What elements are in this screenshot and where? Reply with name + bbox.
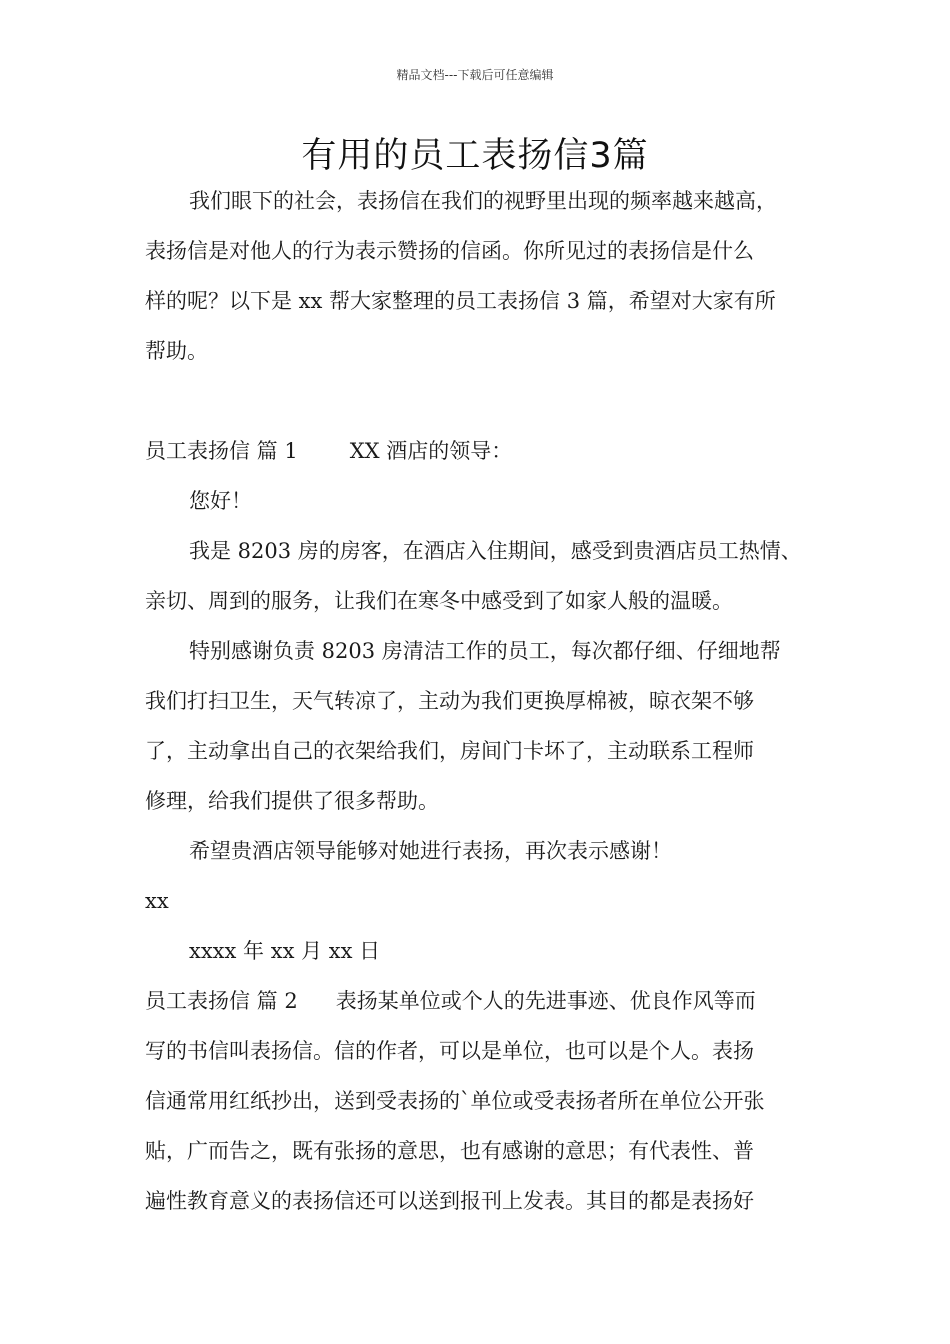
letter1-para2-line: 修理，给我们提供了很多帮助。 — [145, 789, 439, 813]
intro-line: 表扬信是对他人的行为表示赞扬的信函。你所见过的表扬信是什么 — [145, 239, 754, 263]
letter1-para2-line: 我们打扫卫生，天气转凉了，主动为我们更换厚棉被，晾衣架不够 — [145, 689, 754, 713]
header-note: 精品文档---下载后可任意编辑 — [396, 68, 554, 82]
letter1-para3: 希望贵酒店领导能够对她进行表扬，再次表示感谢！ — [189, 839, 672, 863]
letter1-greeting: 您好！ — [189, 489, 252, 513]
letter1-salutation: XX 酒店的领导： — [349, 439, 513, 463]
document-body — [145, 176, 825, 1226]
letter1-heading-line — [145, 426, 825, 476]
letter2-heading-line — [145, 976, 825, 1026]
letter2-line: 遍性教育意义的表扬信还可以送到报刊上发表。其目的都是表扬好 — [145, 1189, 754, 1213]
letter1-para1-line: 我是 8203 房的房客，在酒店入住期间，感受到贵酒店员工热情、 — [189, 539, 802, 563]
intro-line: 我们眼下的社会，表扬信在我们的视野里出现的频率越来越高， — [189, 189, 777, 213]
letter2-first-line: 表扬某单位或个人的先进事迹、优良作风等而 — [335, 989, 756, 1013]
page-title: 有用的员工表扬信3篇 — [301, 136, 649, 176]
intro-line: 样的呢？以下是 xx 帮大家整理的员工表扬信 3 篇，希望对大家有所 — [145, 289, 776, 313]
letter1-para1-line: 亲切、周到的服务，让我们在寒冬中感受到了如家人般的温暖。 — [145, 589, 733, 613]
letter2-line: 写的书信叫表扬信。信的作者，可以是单位，也可以是个人。表扬 — [145, 1039, 754, 1063]
letter2-heading: 员工表扬信 篇 2 — [145, 989, 298, 1013]
letter1-signature: xx — [145, 889, 169, 913]
letter2-line: 贴，广而告之，既有张扬的意思，也有感谢的意思；有代表性、普 — [145, 1139, 754, 1163]
letter2-line: 信通常用红纸抄出，送到受表扬的`单位或受表扬者所在单位公开张 — [145, 1089, 765, 1113]
letter1-date: xxxx 年 xx 月 xx 日 — [189, 939, 381, 963]
letter1-heading: 员工表扬信 篇 1 — [145, 439, 298, 463]
letter1-para2-line: 了，主动拿出自己的衣架给我们，房间门卡坏了，主动联系工程师 — [145, 739, 754, 763]
section-spacer — [145, 376, 825, 426]
letter1-para2-line: 特别感谢负责 8203 房清洁工作的员工，每次都仔细、仔细地帮 — [189, 639, 781, 663]
intro-line: 帮助。 — [145, 339, 208, 363]
